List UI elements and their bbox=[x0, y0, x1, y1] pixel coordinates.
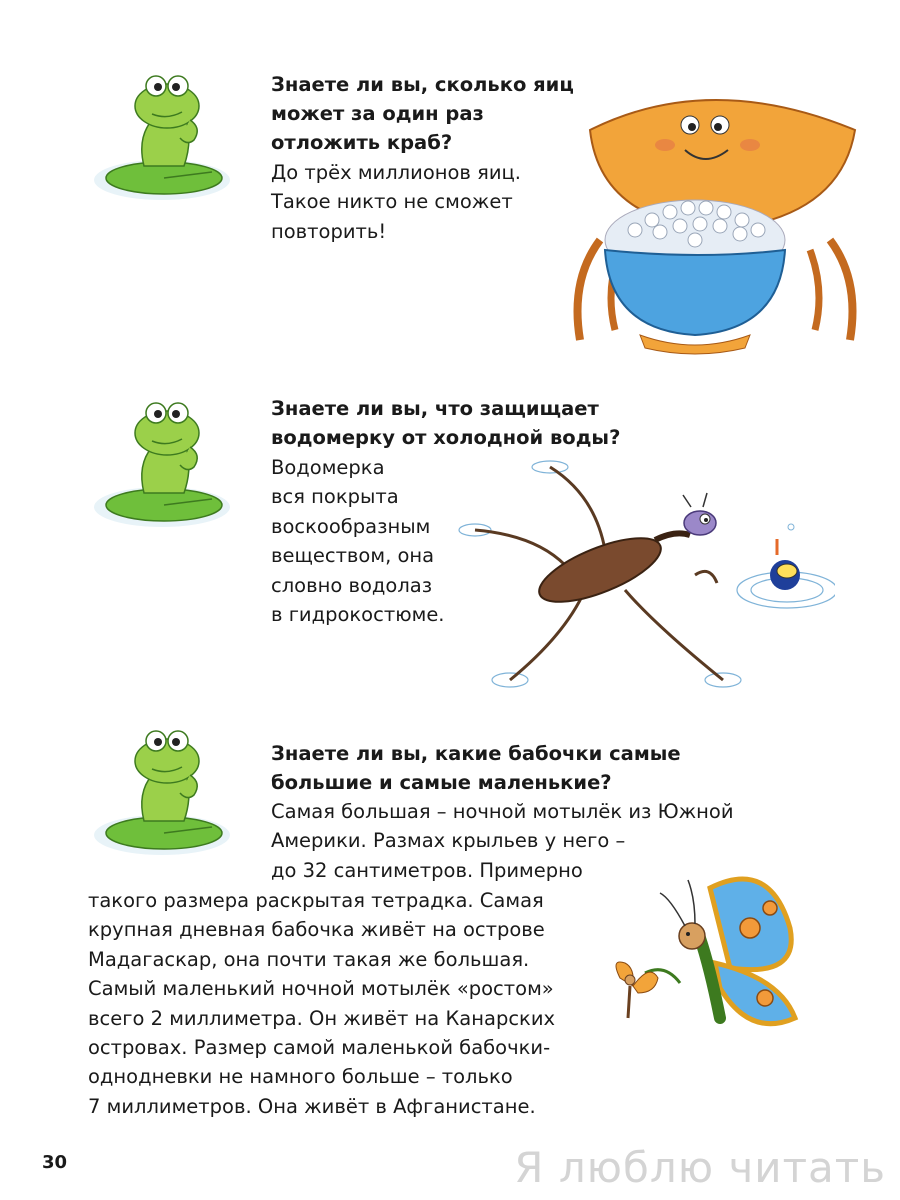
question-crab: Знаете ли вы, сколько яиц может за один раз отложить краб? bbox=[271, 73, 574, 154]
answer-butterflies-top: Самая большая – ночной мотылёк из Южной Америки. Размах крыльев у него – до 32 сантиметров. Примерно bbox=[271, 800, 734, 882]
question-water-strider: Знаете ли вы, что защищает водомерку от холодной воды? bbox=[271, 397, 621, 449]
water-strider-illustration bbox=[455, 455, 835, 699]
answer-butterflies-bottom: такого размера раскрытая тетрадка. Самая крупная дневная бабочка живёт на острове Мадагаскар, она почти такая же большая. Самый маленький ночной мотылёк «ростом» всего 2 миллиметра. Он живёт на Канарских островах. Размер самой маленькой бабочки- однодневки не намного больше – только 7 миллиметров. Она живёт в Афганистане. bbox=[88, 889, 556, 1118]
crab-illustration bbox=[560, 80, 870, 364]
question-butterflies: Знаете ли вы, какие бабочки самые большие и самые маленькие? bbox=[271, 742, 681, 794]
page-number: 30 bbox=[42, 1152, 68, 1173]
watermark: Я люблю читать bbox=[514, 1143, 886, 1192]
answer-crab: До трёх миллионов яиц. Такое никто не сможет повторить! bbox=[271, 161, 521, 243]
frog-illustration bbox=[92, 723, 242, 863]
butterflies-illustration bbox=[600, 868, 820, 1042]
answer-water-strider: Водомерка вся покрыта воскообразным веществом, она словно водолаз в гидрокостюме. bbox=[271, 456, 445, 627]
frog-illustration bbox=[92, 68, 242, 208]
frog-illustration bbox=[92, 395, 242, 535]
